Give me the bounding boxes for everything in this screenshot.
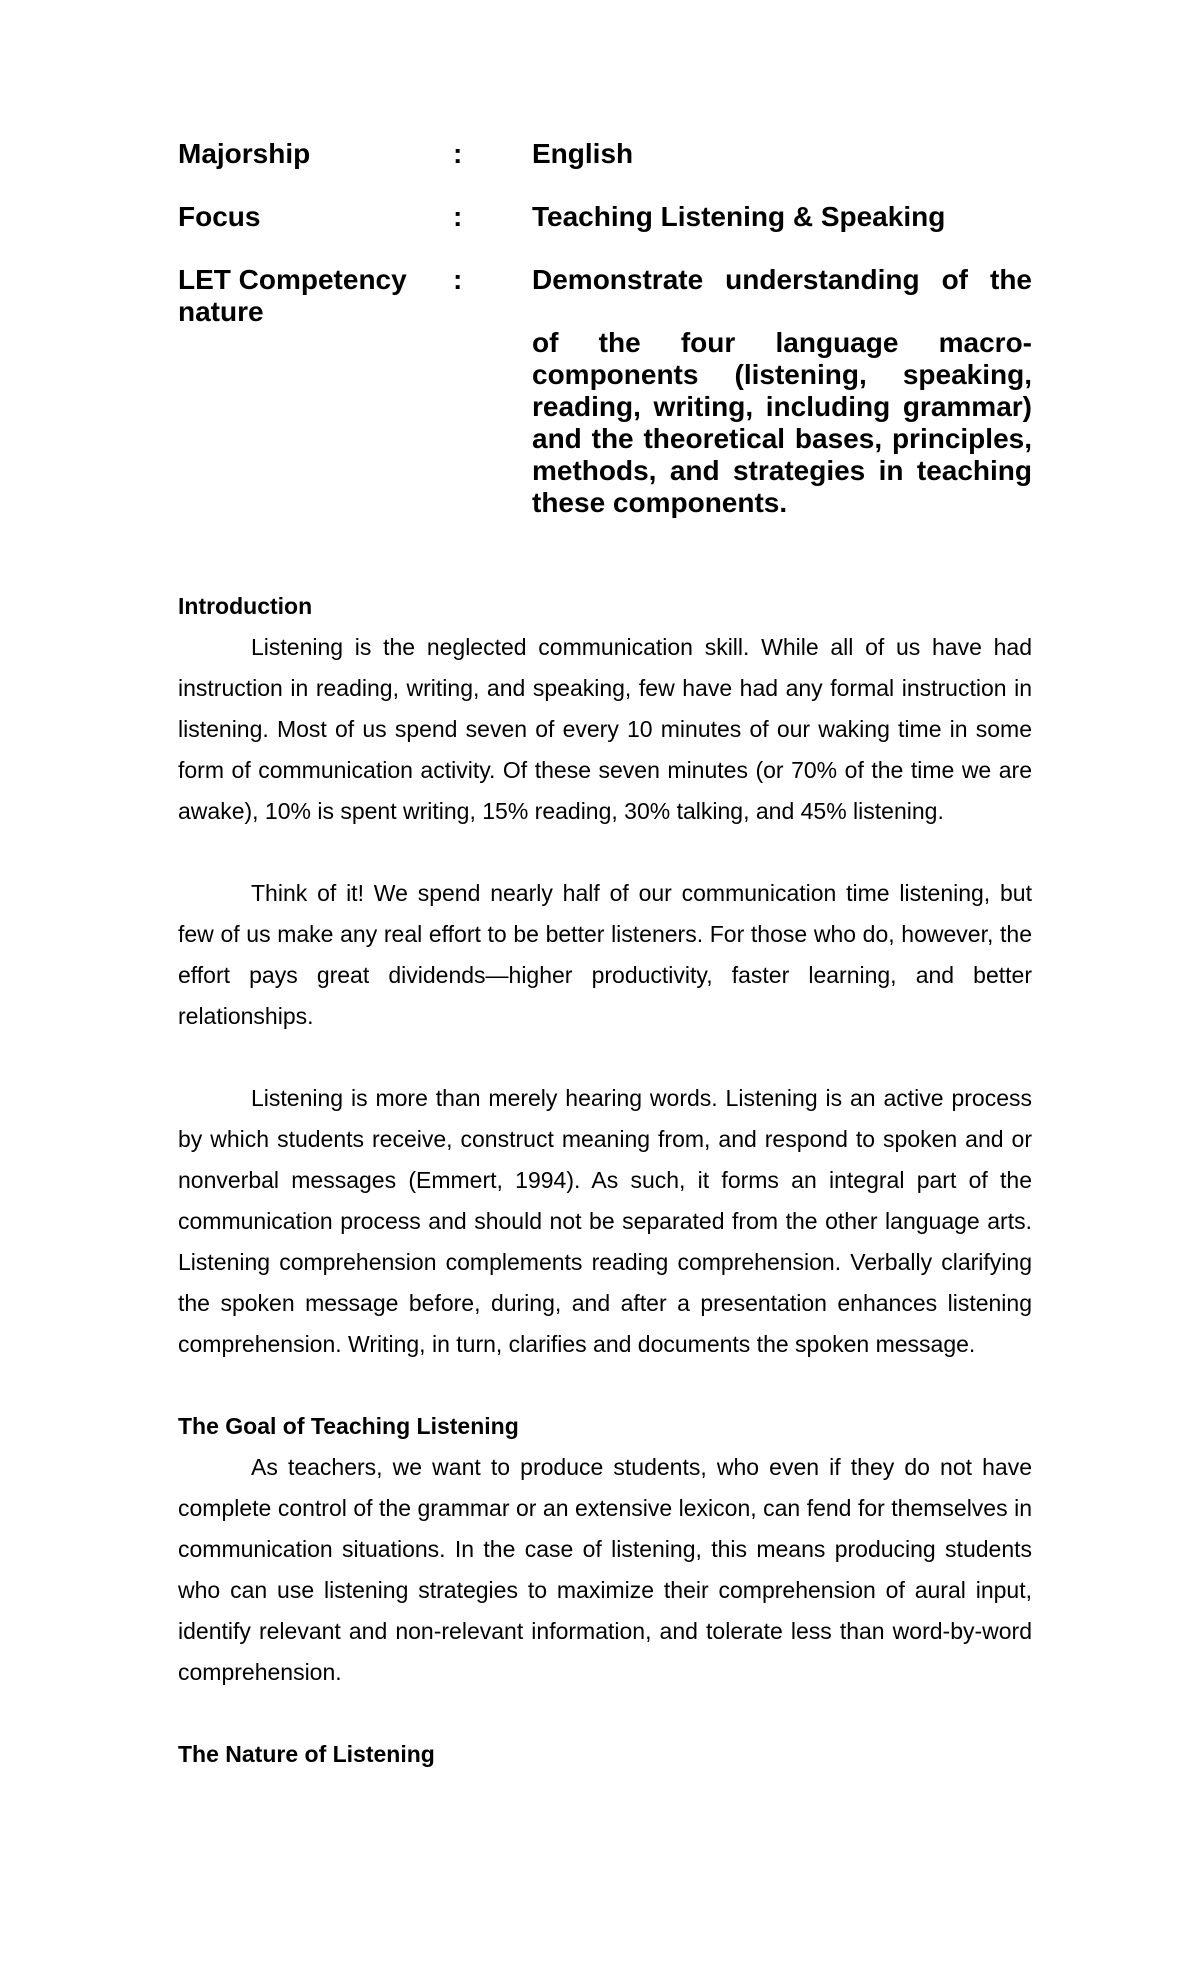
paragraph-gap (178, 1365, 1032, 1406)
competency-value-line1: Demonstrate understanding of the (532, 264, 1032, 295)
paragraph-gap (178, 1037, 1032, 1078)
intro-paragraph-3: Listening is more than merely hearing words. Listening is an active process by which students receive, construct meaning from, and respond to spoken and or nonverbal messages (Emmert, 1994). As such, it forms an integral part of the communication process and should not be separated from the other language arts. Listening comprehension complements reading comprehension. Verbally clarifying the spoken message before, during, and after a presentation enhances listening comprehension. Writing, in turn, clarifies and documents the spoken message. (178, 1085, 1032, 1357)
paragraph-gap (178, 1693, 1032, 1734)
paragraph-gap (178, 832, 1032, 873)
competency-row (178, 264, 1032, 519)
goal-heading: The Goal of Teaching Listening (178, 1413, 519, 1439)
competency-colon: : (453, 264, 463, 295)
competency-label: LET Competency nature (178, 264, 407, 327)
focus-value: Teaching Listening & Speaking (532, 201, 946, 232)
intro-paragraph-1: Listening is the neglected communication skill. While all of us have had instruction in reading, writing, and speaking, few have had any formal instruction in listening. Most of us spend seven of every 10 minutes of our waking time in some form of communication activity. Of these seven minutes (or 70% of the time we are awake), 10% is spent writing, 15% reading, 30% talking, and 45% listening. (178, 634, 1032, 824)
competency-value (532, 264, 1032, 519)
focus-label: Focus (178, 201, 261, 232)
focus-row (178, 201, 1032, 233)
document-body (178, 586, 1032, 1775)
focus-colon: : (453, 201, 463, 232)
goal-paragraph-1: As teachers, we want to produce students, who even if they do not have complete control of the grammar or an extensive lexicon, can fend for themselves in communication situations. In the case of listening, this means producing students who can use listening strategies to maximize their comprehension of aural input, identify relevant and non-relevant information, and tolerate less than word-by-word comprehension. (178, 1454, 1032, 1685)
competency-value-rest: of the four language macro-components (listening, speaking, reading, writing, including grammar) and the theoretical bases, principles, methods, and strategies in teaching these components. (532, 327, 1032, 518)
nature-heading: The Nature of Listening (178, 1741, 435, 1767)
majorship-colon: : (453, 138, 463, 169)
introduction-heading: Introduction (178, 593, 313, 619)
majorship-row (178, 138, 1032, 170)
header-info-table (178, 138, 1032, 550)
majorship-label: Majorship (178, 138, 311, 169)
intro-paragraph-2: Think of it! We spend nearly half of our communication time listening, but few of us make any real effort to be better listeners. For those who do, however, the effort pays great dividends—higher productivity, faster learning, and better relationships. (178, 880, 1032, 1029)
majorship-value: English (532, 138, 634, 169)
